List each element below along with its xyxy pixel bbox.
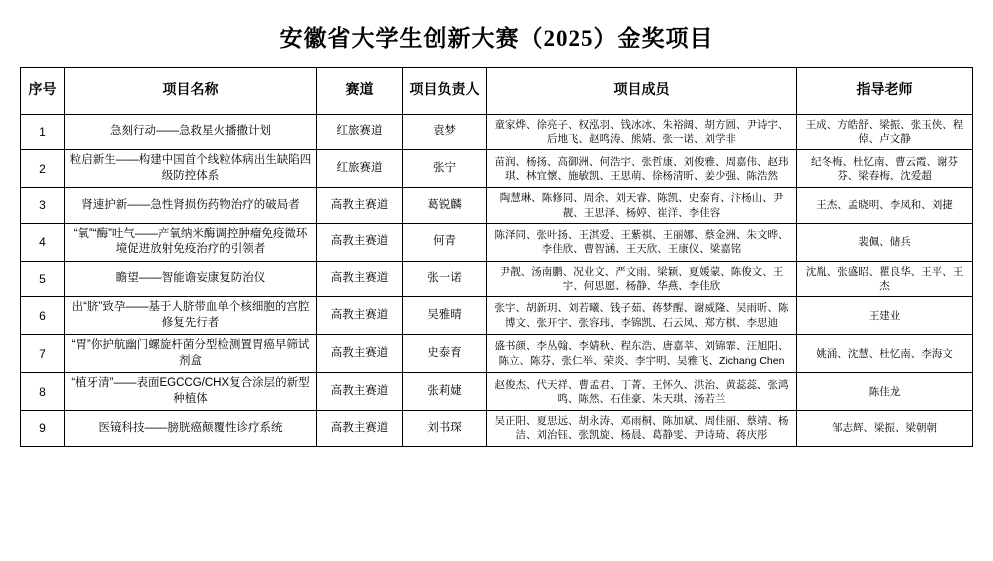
cell-no: 3 bbox=[21, 188, 65, 223]
table-row bbox=[21, 223, 973, 261]
cell-mentors: 纪冬梅、杜忆南、曹云霞、谢芬芬、梁春梅、沈爱超 bbox=[797, 150, 973, 188]
column-header-track: 赛道 bbox=[317, 68, 403, 115]
cell-project-name: “氧”“酶”吐气——产氧纳米酶调控肿瘤免疫微环境促进放射免疫治疗的引领者 bbox=[65, 223, 317, 261]
cell-no: 7 bbox=[21, 335, 65, 373]
cell-leader: 史泰育 bbox=[403, 335, 487, 373]
award-projects-table bbox=[20, 67, 973, 447]
table-row bbox=[21, 335, 973, 373]
cell-mentors: 姚涌、沈慧、杜忆南、李海文 bbox=[797, 335, 973, 373]
table-header bbox=[21, 68, 973, 115]
cell-leader: 袁梦 bbox=[403, 115, 487, 150]
cell-track: 红旅赛道 bbox=[317, 115, 403, 150]
cell-members: 陶慧琳、陈修同、周余、刘天睿、陈凯、史泰育、汴杨山、尹靓、王思泽、杨婷、崔洋、李佳容 bbox=[487, 188, 797, 223]
cell-track: 高教主赛道 bbox=[317, 297, 403, 335]
column-header-no: 序号 bbox=[21, 68, 65, 115]
table-row bbox=[21, 150, 973, 188]
cell-project-name: “胃”你护航幽门螺旋杆菌分型检测置胃癌早筛试剂盒 bbox=[65, 335, 317, 373]
cell-project-name: “植牙清”——表面EGCCG/CHX复合涂层的新型种植体 bbox=[65, 373, 317, 411]
cell-no: 9 bbox=[21, 411, 65, 446]
cell-track: 高教主赛道 bbox=[317, 261, 403, 296]
column-header-members: 项目成员 bbox=[487, 68, 797, 115]
cell-leader: 吴雅晴 bbox=[403, 297, 487, 335]
cell-track: 高教主赛道 bbox=[317, 373, 403, 411]
cell-members: 盛书颜、李丛翰、李婧秋、程东浩、唐嘉莘、刘锦霏、汪旭阳、陈立、陈芬、张仁举、荣炎、李宇明、吴雅飞、Zichang Chen bbox=[487, 335, 797, 373]
cell-members: 张宇、胡新玥、刘若曦、钱子茹、蒋梦醒、谢威隆、吴雨昕、陈博文、张开宇、张容玮、李锦凯、石云凤、郑方棋、李思迪 bbox=[487, 297, 797, 335]
cell-track: 高教主赛道 bbox=[317, 188, 403, 223]
cell-mentors: 王建业 bbox=[797, 297, 973, 335]
cell-members: 苗润、杨扬、高御洲、何浩宇、张哲康、刘俊雅、周嘉伟、赵玮琪、林宜懷、施敏凯、王思萌、徐杨清昕、姜少强、陈浩然 bbox=[487, 150, 797, 188]
cell-no: 1 bbox=[21, 115, 65, 150]
cell-leader: 张一诺 bbox=[403, 261, 487, 296]
cell-project-name: 肾速护新——急性肾损伤药物治疗的破局者 bbox=[65, 188, 317, 223]
cell-track: 红旅赛道 bbox=[317, 150, 403, 188]
cell-project-name: 瞻望——智能谵妄康复防治仪 bbox=[65, 261, 317, 296]
cell-members: 童家烨、徐亮子、权泓羽、钱冰冰、朱裕阔、胡方圆、尹诗宇、后地飞、赵鸣涛、熊婧、张一诺、刘学非 bbox=[487, 115, 797, 150]
cell-no: 6 bbox=[21, 297, 65, 335]
cell-no: 5 bbox=[21, 261, 65, 296]
table-row bbox=[21, 297, 973, 335]
cell-members: 吴正阳、夏思远、胡永涛、邓雨桐、陈加斌、周佳丽、蔡靖、杨洁、刘治钰、张凯旋、杨晨、葛静雯、尹诗琦、蒋庆彤 bbox=[487, 411, 797, 446]
table-row bbox=[21, 411, 973, 446]
cell-mentors: 沈胤、张盛昭、瞿良华、王平、王杰 bbox=[797, 261, 973, 296]
table-body bbox=[21, 115, 973, 447]
cell-mentors: 陈佳龙 bbox=[797, 373, 973, 411]
table-header-row bbox=[21, 68, 973, 115]
cell-leader: 何青 bbox=[403, 223, 487, 261]
page-title: 安徽省大学生创新大赛（2025）金奖项目 bbox=[279, 26, 714, 51]
table-row bbox=[21, 188, 973, 223]
cell-track: 高教主赛道 bbox=[317, 411, 403, 446]
cell-track: 高教主赛道 bbox=[317, 223, 403, 261]
cell-members: 尹靓、汤南鹏、况业文、严文雨、梁颖、夏媛蒙、陈俊文、王宇、何思愿、杨静、华燕、李佳欣 bbox=[487, 261, 797, 296]
cell-leader: 张莉婕 bbox=[403, 373, 487, 411]
column-header-project-name: 项目名称 bbox=[65, 68, 317, 115]
cell-mentors: 裴佩、储兵 bbox=[797, 223, 973, 261]
table-row bbox=[21, 115, 973, 150]
table-row bbox=[21, 373, 973, 411]
cell-leader: 张宁 bbox=[403, 150, 487, 188]
cell-project-name: 粒启新生——构建中国首个线粒体病出生缺陷四级防控体系 bbox=[65, 150, 317, 188]
cell-project-name: 急刻行动——急救星火播撒计划 bbox=[65, 115, 317, 150]
cell-no: 8 bbox=[21, 373, 65, 411]
cell-mentors: 邹志辉、梁振、梁朝朝 bbox=[797, 411, 973, 446]
cell-leader: 葛锐麟 bbox=[403, 188, 487, 223]
cell-mentors: 王杰、孟晓明、李凤和、刘捷 bbox=[797, 188, 973, 223]
cell-no: 2 bbox=[21, 150, 65, 188]
column-header-leader: 项目负责人 bbox=[403, 68, 487, 115]
cell-no: 4 bbox=[21, 223, 65, 261]
column-header-mentors: 指导老师 bbox=[797, 68, 973, 115]
cell-members: 赵俊杰、代天祥、曹孟君、丁菁、王怀久、洪治、黄蕊蕊、张鸿鸣、陈然、石佳豪、朱天琪、汤若兰 bbox=[487, 373, 797, 411]
cell-members: 陈泽同、张叶扬、王淇爱、王紫祺、王丽娜、蔡金洲、朱文晔、李佳欣、曹智涵、王天欣、王康仪、梁嘉铭 bbox=[487, 223, 797, 261]
cell-track: 高教主赛道 bbox=[317, 335, 403, 373]
cell-project-name: 出“脐”致孕——基于人脐带血单个核细胞的宫腔修复先行者 bbox=[65, 297, 317, 335]
cell-project-name: 医镜科技——膀胱癌颠覆性诊疗系统 bbox=[65, 411, 317, 446]
cell-leader: 刘书琛 bbox=[403, 411, 487, 446]
cell-mentors: 王成、方皓舒、梁振、张玉侠、程倬、卢文静 bbox=[797, 115, 973, 150]
table-row bbox=[21, 261, 973, 296]
